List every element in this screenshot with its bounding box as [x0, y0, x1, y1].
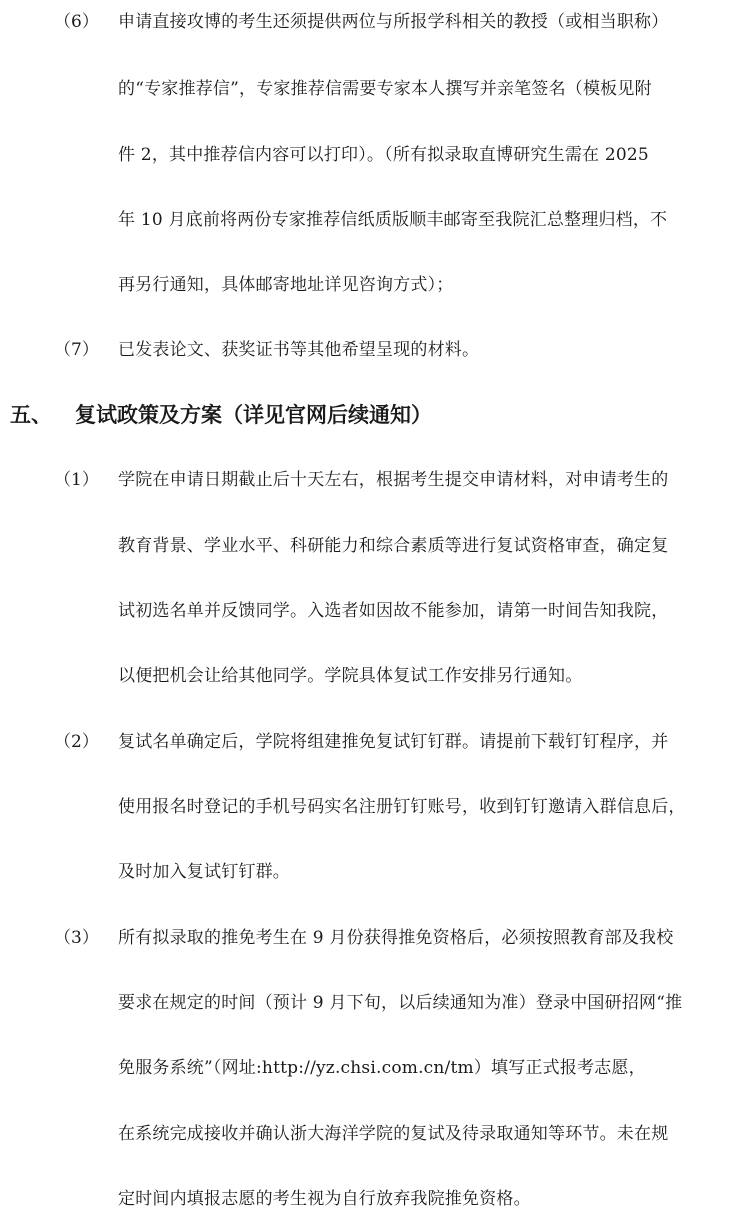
item-text-line: 定时间内填报志愿的考生视为自行放弃我院推免资格。 [118, 1189, 531, 1209]
item-text-line: 以便把机会让给其他同学。学院具体复试工作安排另行通知。 [118, 666, 583, 686]
item-text-line: 申请直接攻博的考生还须提供两位与所报学科相关的教授（或相当职称） [118, 12, 669, 32]
section-title: 复试政策及方案（详见官网后续通知） [75, 403, 432, 427]
item-text-line: 年 10 月底前将两份专家推荐信纸质版顺丰邮寄至我院汇总整理归档，不 [118, 210, 668, 230]
section-number: 五、 [10, 403, 52, 427]
item-text-line: 使用报名时登记的手机号码实名注册钉钉账号，收到钉钉邀请入群信息后， [118, 797, 686, 817]
item-number: （1） [54, 470, 99, 490]
item-text-line: 及时加入复试钉钉群。 [118, 862, 290, 882]
item-text-line: 复试名单确定后，学院将组建推免复试钉钉群。请提前下载钉钉程序，并 [118, 732, 669, 752]
item-text-line: 学院在申请日期截止后十天左右，根据考生提交申请材料，对申请考生的 [118, 470, 669, 490]
item-text-line: 的“专家推荐信”，专家推荐信需要专家本人撰写并亲笔签名（模板见附 [118, 79, 652, 99]
item-number: （6） [54, 12, 99, 32]
item-text-line: 已发表论文、获奖证书等其他希望呈现的材料。 [118, 340, 480, 360]
item-text-line: 在系统完成接收并确认浙大海洋学院的复试及待录取通知等环节。未在规 [118, 1124, 669, 1144]
item-text-line: 件 2，其中推荐信内容可以打印）。（所有拟录取直博研究生需在 2025 [118, 145, 649, 165]
item-number: （3） [54, 928, 99, 948]
item-text-line: 免服务系统”（网址:http://yz.chsi.com.cn/tm）填写正式报考志愿， [118, 1058, 646, 1078]
item-text-line: 再另行通知，具体邮寄地址详见咨询方式）； [118, 275, 454, 295]
item-number: （7） [54, 340, 99, 360]
item-text-line: 所有拟录取的推免考生在 9 月份获得推免资格后，必须按照教育部及我校 [118, 928, 674, 948]
item-text-line: 教育背景、学业水平、科研能力和综合素质等进行复试资格审查，确定复 [118, 536, 669, 556]
item-text-line: 试初选名单并反馈同学。入选者如因故不能参加，请第一时间告知我院， [118, 601, 669, 621]
item-number: （2） [54, 732, 99, 752]
item-text-line: 要求在规定的时间（预计 9 月下旬，以后续通知为准）登录中国研招网“推 [118, 993, 683, 1013]
